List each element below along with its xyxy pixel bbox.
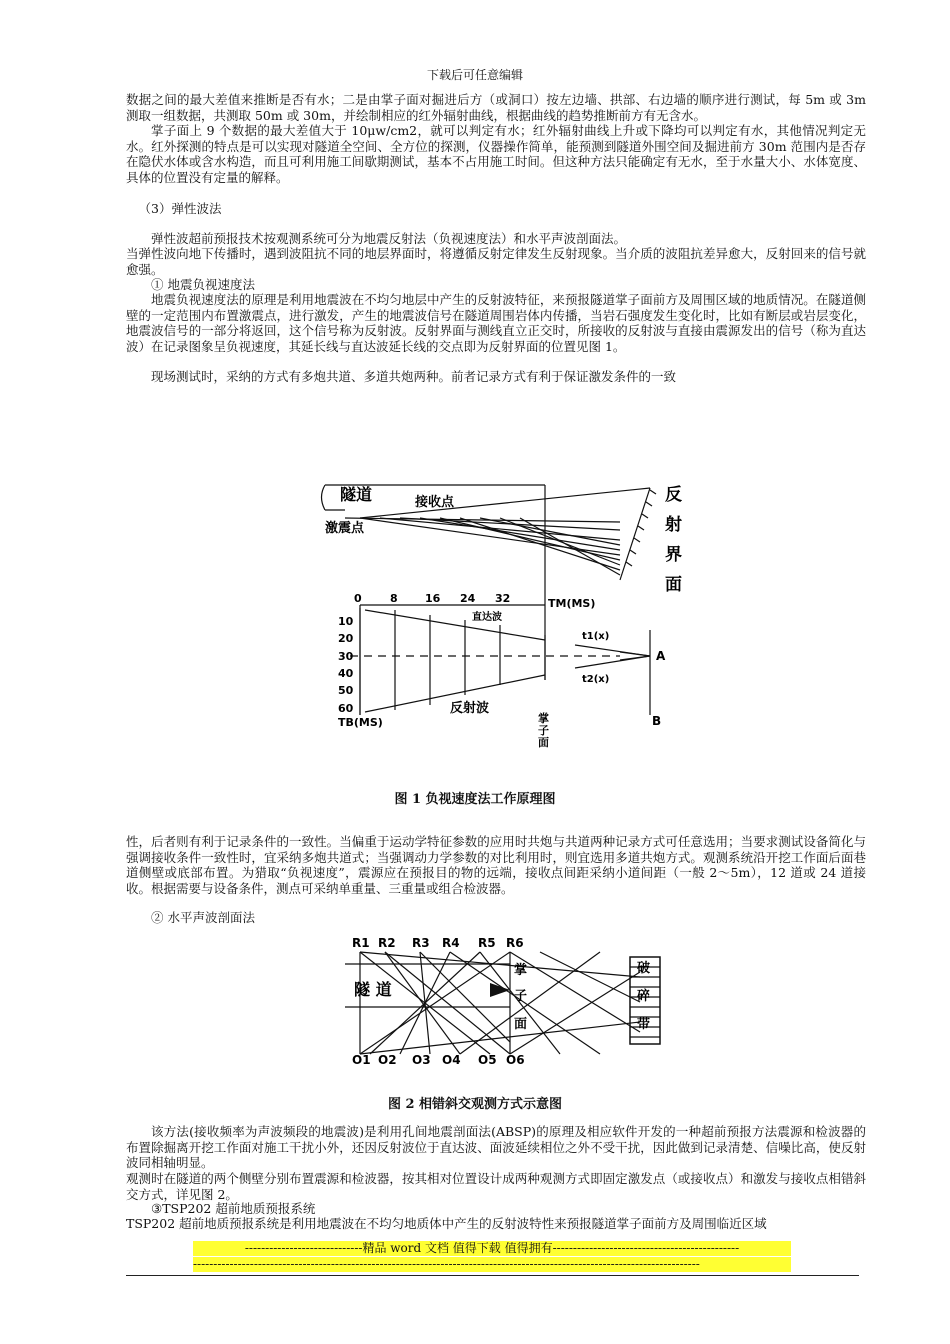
svg-text:碎: 碎 [637, 989, 651, 1004]
source-label: O2 [378, 1053, 397, 1067]
x-tick: 0 [354, 592, 362, 605]
svg-text:界: 界 [665, 545, 682, 565]
x-tick: 16 [425, 592, 441, 605]
tm-label: TM(MS) [548, 597, 596, 610]
y-tick: 20 [338, 632, 354, 645]
footer-banner: ----------------------------------------------------------------------------------------------------------------------------- [193, 1257, 791, 1272]
receiver-label: R6 [506, 936, 524, 950]
footer-banner: -----------------------------精品 word 文档 值得下载 值得拥有---------------------------------------------- [193, 1241, 791, 1256]
source-label: O6 [506, 1053, 525, 1067]
figure-1-caption: 图 1 负视速度法工作原理图 [394, 792, 556, 807]
figure-2-diagram [340, 932, 670, 1067]
subheading: ② 水平声波剖面法 [151, 910, 255, 925]
x-tick: 32 [495, 592, 511, 605]
y-tick: 60 [338, 702, 354, 715]
broken-zone-label: 破 [637, 961, 651, 976]
shot-point-label: 激震点 [325, 521, 365, 536]
paragraph: 掌子面上 9 个数据的最大差值大于 10μw/cm2，就可以判定有水；红外辐射曲线上升或下降均可以判定有水，其他情况判定无水。红外探测的特点是可以实现对隧道全空间、全方位的探测，仪器操作简单，能预测到隧道外围空间及掘进前方 30m 范围内是否存在隐伏水体或含水构造，而且可利用施工间歇期测试，基本不占用施工时间。但这种方法只能确定有无水，至于水量大小、水体宽度、具体的位置没有定量的解释。 [126, 123, 866, 185]
y-tick: 50 [338, 684, 354, 697]
svg-text:面: 面 [514, 1017, 528, 1032]
receiver-label: R1 [352, 936, 370, 950]
t2-label: t2(x) [582, 674, 610, 685]
tunnel-label: 隧道 [340, 485, 373, 504]
source-label: O1 [352, 1053, 371, 1067]
paragraph: 当弹性波向地下传播时，遇到波阻抗不同的地层界面时，将遵循反射定律发生反射现象。当介质的波阻抗差异愈大，反射回来的信号就愈强。 [126, 246, 866, 277]
reflected-wave-label: 反射波 [450, 701, 490, 716]
footer-rule [126, 1275, 859, 1276]
receiver-label: R2 [378, 936, 396, 950]
source-label: O4 [442, 1053, 461, 1067]
svg-text:面: 面 [538, 736, 549, 749]
direct-wave-label: 直达波 [472, 612, 502, 623]
paragraph: 观测时在隧道的两个侧壁分别布置震源和检波器，按其相对位置设计成两种观测方式即固定激发点（或接收点）和激发与接收点相错斜交方式，详见图 2。 [126, 1171, 866, 1202]
figure-1-diagram [320, 480, 700, 750]
t1-label: t1(x) [582, 631, 610, 642]
svg-text:子: 子 [538, 724, 549, 737]
subheading: ① 地震负视速度法 [151, 277, 255, 292]
paragraph: TSP202 超前地质预报系统是利用地震波在不均匀地质体中产生的反射波特性来预报隧道掌子面前方及周围临近区域 [126, 1216, 767, 1231]
page-header: 下载后可任意编辑 [426, 68, 523, 82]
arrow-icon [490, 983, 510, 997]
receiver-label: R4 [442, 936, 460, 950]
receiver-label: R5 [478, 936, 496, 950]
x-tick: 8 [390, 592, 398, 605]
y-tick: 30 [338, 650, 354, 663]
svg-text:带: 带 [637, 1017, 651, 1032]
receiver-label: R3 [412, 936, 430, 950]
face-label: 掌 [538, 712, 549, 725]
x-tick: 24 [460, 592, 476, 605]
source-label: O3 [412, 1053, 431, 1067]
paragraph: 性，后者则有利于记录条件的一致性。当偏重于运动学特征参数的应用时共炮与共道两种记录方式可任意选用；当要求测试设备简化与强调接收条件一致性时，宜采纳多炮共道式；当强调动力学参数的对比利用时，则宜选用多道共炮方式。观测系统沿开挖工作面后面巷道侧壁或底部布置。为猎取“负视速度”，震源应在预报目的物的远端，接收点间距采纳小道间距（一般 2～5m），12 道或 24 道接收。根据需要与设备条件，测点可采纳单重量、三重量或组合检波器。 [126, 834, 866, 896]
point-b-label: B [652, 714, 662, 728]
svg-text:子: 子 [514, 989, 528, 1004]
svg-text:面: 面 [665, 575, 682, 595]
y-tick: 40 [338, 667, 354, 680]
paragraph: 数据之间的最大差值来推断是否有水；二是由掌子面对掘进后方（或洞口）按左边墙、拱部、右边墙的顺序进行测试，每 5m 或 3m 测取一组数据，共测取 50m 或 30m，并绘制相应的红外辐射曲线，根据曲线的趋势推断前方有无含水。 [126, 92, 866, 123]
point-a-label: A [656, 649, 666, 663]
reflector-label: 反 [665, 485, 682, 505]
y-tick: 10 [338, 615, 354, 628]
paragraph: 地震负视速度法的原理是利用地震波在不均匀地层中产生的反射波特征，来预报隧道掌子面前方及周围区域的地质情况。在隧道侧壁的一定范围内布置激震点，进行激发，产生的地震波信号在隧道周围岩体内传播，当岩石强度发生变化时，比如有断层或岩层变化，地震波信号的一部分将返回，这个信号称为反射波。反射界面与测线直立正交时，所接收的反射波与直接由震源发出的信号（称为直达波）在记录图象呈负视速度，其延长线与直达波延长线的交点即为反射界面的位置见图 1。 [126, 292, 866, 354]
svg-text:射: 射 [665, 515, 682, 535]
subheading: ③TSP202 超前地质预报系统 [151, 1201, 316, 1216]
receivers-label: 接收点 [415, 495, 455, 510]
paragraph: 该方法(接收频率为声波频段的地震波)是利用孔间地震剖面法(ABSP)的原理及相应软件开发的一种超前预报方法震源和检波器的布置除掘离开挖工作面对施工干扰小外，还因反射波位于直达波、面波延续相位之外不受干扰，因此做到记录清楚、信噪比高，使反射波同相轴明显。 [126, 1124, 866, 1170]
section-heading: （3）弹性波法 [138, 201, 222, 216]
reflector-line [620, 488, 650, 580]
face-label: 掌 [514, 963, 528, 978]
source-label: O5 [478, 1053, 497, 1067]
paragraph: 现场测试时，采纳的方式有多炮共道、多道共炮两种。前者记录方式有利于保证激发条件的一致 [151, 369, 677, 384]
tunnel-label: 隧 道 [354, 980, 392, 999]
tb-label: TB(MS) [338, 716, 383, 729]
figure-2-caption: 图 2 相错斜交观测方式示意图 [387, 1097, 563, 1112]
paragraph: 弹性波超前预报技术按观测系统可分为地震反射法（负视速度法）和水平声波剖面法。 [151, 231, 627, 246]
